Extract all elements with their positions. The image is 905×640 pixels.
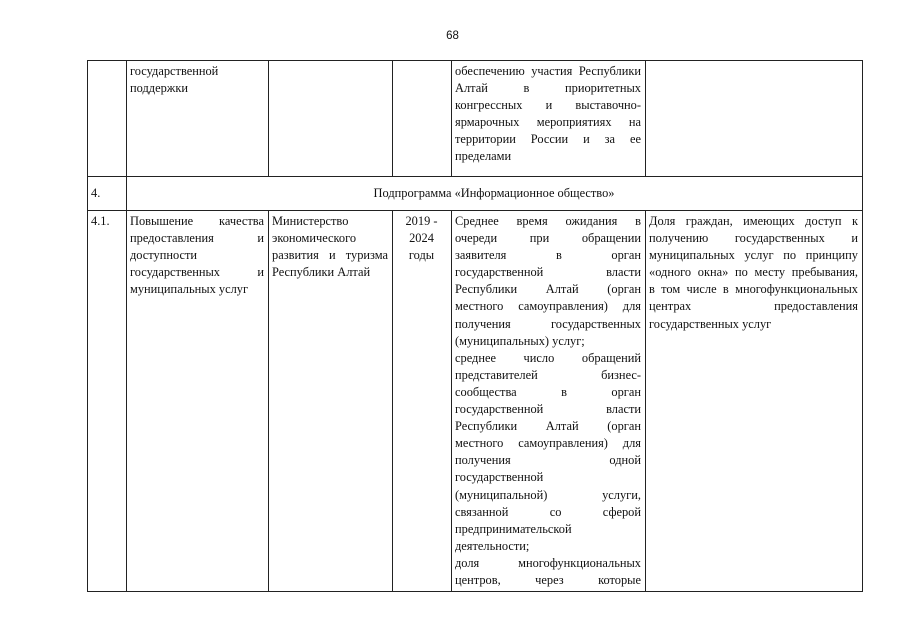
text-line: очереди при обращении (455, 231, 641, 246)
text-line: деятельности; (455, 538, 530, 553)
text-line: Республики Алтай (272, 265, 371, 280)
text-line: представителей бизнес- (455, 367, 641, 382)
cell-number (88, 61, 127, 177)
text-line: в том числе в многофункциональных (649, 282, 858, 297)
text-line: доля многофункциональных (455, 555, 641, 570)
subprogram-title: Подпрограмма «Информационное общество» (127, 177, 863, 211)
text-line: предоставления и (130, 231, 264, 246)
text-line: территории России и за ее (455, 132, 641, 147)
text-line: Министерство (272, 214, 349, 228)
text-line: государственной власти (455, 402, 641, 417)
page-number: 68 (446, 30, 459, 42)
cell-period (393, 211, 452, 592)
text-line: конгрессных и выставочно- (455, 98, 641, 113)
text-line: обеспечению участия Республики (455, 64, 641, 78)
table-row (88, 61, 863, 177)
text-line: местного самоуправления) для (455, 299, 641, 314)
text-line: Алтай в приоритетных (455, 81, 641, 96)
text-line: Республики Алтай (орган (455, 282, 641, 297)
cell-indicators (452, 61, 646, 177)
cell-executor (269, 61, 393, 177)
text-line: экономического (272, 231, 357, 246)
text-line: получению государственных и (649, 231, 858, 246)
cell-result (646, 211, 863, 592)
text-line: местного самоуправления) для (455, 436, 641, 451)
text-line: Доля граждан, имеющих доступ к (649, 214, 858, 228)
text-line: 2024 (409, 231, 434, 246)
text-line: получения государственных (455, 316, 641, 331)
text-line: заявителя в орган (455, 248, 641, 263)
program-table (87, 60, 863, 592)
text-line: связанной со сферой (455, 504, 641, 519)
text-line: государственной власти (455, 265, 641, 280)
cell-number: 4.1. (88, 211, 127, 592)
text-line: государственных и (130, 265, 264, 280)
text-line: «одного окна» по месту пребывания, (649, 265, 858, 280)
text-line: государственной (455, 470, 544, 485)
cell-result (646, 61, 863, 177)
cell-event-name (127, 211, 269, 592)
table-row (88, 177, 863, 211)
text-line: поддержки (130, 81, 188, 96)
text-line: государственной (130, 64, 219, 78)
text-line: развития и туризма (272, 248, 388, 263)
text-line: пределами (455, 149, 512, 164)
text-line: муниципальных услуг (130, 282, 249, 297)
text-line: Повышение качества (130, 214, 264, 228)
cell-event-name (127, 61, 269, 177)
text-line: центров, через которые (455, 572, 641, 587)
text-line: доступности (130, 248, 198, 263)
subprogram-number: 4. (88, 177, 127, 211)
text-line: (муниципальных) услуг; (455, 333, 585, 348)
text-line: (муниципальной) услуги, (455, 487, 641, 502)
text-line: Среднее время ожидания в (455, 214, 641, 228)
text-line: годы (408, 248, 435, 263)
text-line: государственных услуг (649, 316, 772, 331)
text-line: получения одной (455, 453, 641, 468)
text-line: центрах предоставления (649, 299, 858, 314)
text-line: среднее число обращений (455, 350, 641, 365)
text-line: предпринимательской (455, 521, 572, 536)
cell-executor (269, 211, 393, 592)
cell-period (393, 61, 452, 177)
text-line: муниципальных услуг по принципу (649, 248, 858, 263)
text-line: Республики Алтай (орган (455, 419, 641, 434)
text-line: ярмарочных мероприятиях на (455, 115, 641, 130)
table-row (88, 211, 863, 592)
text-line: 2019 - (405, 214, 438, 228)
cell-indicators (452, 211, 646, 592)
text-line: сообщества в орган (455, 384, 641, 399)
